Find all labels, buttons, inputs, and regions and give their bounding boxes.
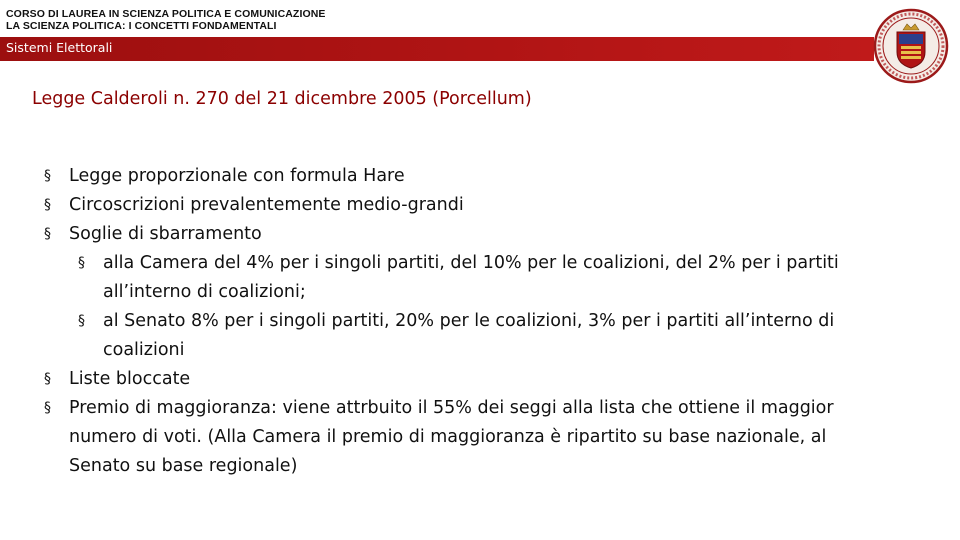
list-item bbox=[44, 365, 864, 394]
list-item-text: alla Camera del 4% per i singoli partiti, del 10% per le coalizioni, del 2% per i partiti all’interno di coalizioni; bbox=[103, 253, 839, 302]
bullet-marker-icon: § bbox=[78, 313, 85, 329]
section-title: Sistemi Elettorali bbox=[6, 40, 113, 55]
list-item-text: Circoscrizioni prevalentemente medio-grandi bbox=[69, 195, 464, 215]
list-item-text: Soglie di sbarramento bbox=[69, 224, 262, 244]
bullet-marker-icon: § bbox=[44, 197, 51, 213]
list-item bbox=[44, 394, 864, 481]
list-item-text: Legge proporzionale con formula Hare bbox=[69, 166, 405, 186]
course-subtitle: LA SCIENZA POLITICA: I CONCETTI FONDAMENTALI bbox=[6, 20, 277, 32]
list-item bbox=[44, 220, 864, 249]
bullet-list bbox=[44, 162, 864, 481]
list-item-text: Liste bloccate bbox=[69, 369, 191, 389]
list-item bbox=[44, 162, 864, 191]
bullet-marker-icon: § bbox=[44, 400, 51, 416]
bullet-marker-icon: § bbox=[44, 371, 51, 387]
bullet-marker-icon: § bbox=[44, 226, 51, 242]
list-item-text: al Senato 8% per i singoli partiti, 20% per le coalizioni, 3% per i partiti all’interno di coalizioni bbox=[103, 311, 835, 360]
sub-list-item bbox=[78, 249, 864, 307]
bullet-marker-icon: § bbox=[44, 168, 51, 184]
course-name: CORSO DI LAUREA IN SCIENZA POLITICA E COMUNICAZIONE bbox=[6, 8, 326, 20]
sub-list-item bbox=[78, 307, 864, 365]
list-item bbox=[44, 191, 864, 220]
university-seal-icon bbox=[873, 8, 949, 84]
bullet-marker-icon: § bbox=[78, 255, 85, 271]
section-banner bbox=[0, 37, 874, 61]
slide-title: Legge Calderoli n. 270 del 21 dicembre 2005 (Porcellum) bbox=[32, 89, 532, 109]
list-item-text: Premio di maggioranza: viene attrbuito il 55% dei seggi alla lista che ottiene il maggior numero di voti. (Alla Camera il premio di maggioranza è ripartito su base nazionale, al Senato su base regionale) bbox=[69, 398, 834, 476]
